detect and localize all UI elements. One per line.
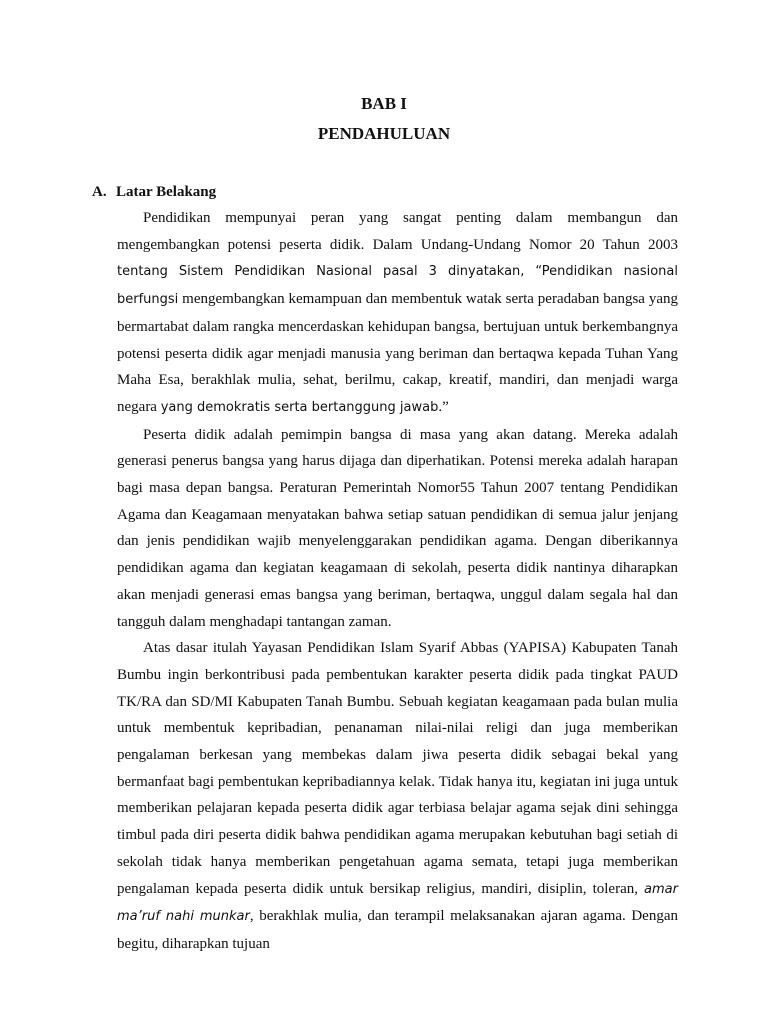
- paragraph-3-before: Atas dasar itulah Yayasan Pendidikan Islam Syarif Abbas (YAPISA) Kabupaten Tanah Bumbu ingin berkontribusi pada pembentukan karakter peserta didik pada tingkat PAUD TK/RA dan SD/MI Kabupaten Tanah Bumbu. Sebuah kegiatan keagamaan pada bulan mulia untuk membentuk kepribadian, penanaman nilai-nilai religi dan juga memberikan pengalaman berkesan yang membekas dalam jiwa peserta didik sebagai bekal yang bermanfaat bagi pembentukan kepribadiannya kelak. Tidak hanya itu, kegiatan ini juga untuk memberikan pelajaran kepada peserta didik agar terbiasa belajar agama sejak dini sehingga timbul pada diri peserta didik bahwa pendidikan agama merupakan kebutuhan bagi setiah di sekolah tidak hanya memberikan pengetahuan agama semata, tetapi juga memberikan pengalaman kepada peserta didik untuk bersikap religius, mandiri, disiplin, toleran,: [117, 640, 678, 897]
- paragraph-1-end: .”: [438, 398, 449, 415]
- paragraph-1-quote-tail: yang demokratis serta bertanggung jawab: [160, 399, 439, 415]
- body-text: [117, 205, 678, 958]
- paragraph-2: Peserta didik adalah pemimpin bangsa di masa yang akan datang. Mereka adalah generasi penerus bangsa yang harus dijaga dan diperhatikan. Potensi mereka adalah harapan bagi masa depan bangsa. Peraturan Pemerintah Nomor55 Tahun 2007 tentang Pendidikan Agama dan Keagamaan menyatakan bahwa setiap satuan pendidikan di semua jalur jenjang dan jenis pendidikan wajib menyelenggarakan pendidikan agama. Dengan diberikannya pendidikan agama dan kegiatan keagamaan di sekolah, peserta didik nantinya diharapkan akan menjadi generasi emas bangsa yang beriman, bertaqwa, unggul dalam segala hal dan tangguh dalam menghadapi tantangan zaman.: [117, 426, 678, 630]
- paragraph-1-middle: mengembangkan kemampuan dan membentuk watak serta peradaban bangsa yang bermartabat dalam rangka mencerdaskan kehidupan bangsa, bertujuan untuk berkembangnya potensi peserta didik agar menjadi manusia yang beriman dan bertaqwa kepada Tuhan Yang Maha Esa, berakhlak mulia, sehat, berilmu, cakap, kreatif, mandiri, dan menjadi warga negara: [117, 291, 678, 415]
- paragraph-1-quote-start: tentang Sistem Pendidikan Nasional pasal 3 dinyatakan, “Pendidikan nasional berfungsi: [117, 264, 678, 308]
- paragraph-1-lead: Pendidikan mempunyai peran yang sangat penting dalam membangun dan mengembangkan potensi peserta didik. Dalam Undang-Undang Nomor 20 Tahun 2003: [117, 210, 678, 253]
- chapter-title: PENDAHULUAN: [317, 124, 451, 143]
- paragraph-3-after: , berakhlak mulia, dan terampil melaksanakan ajaran agama. Dengan begitu, diharapkan tujuan: [117, 908, 678, 952]
- paragraph-3: [117, 635, 678, 957]
- section-heading: [92, 182, 216, 202]
- paragraph-1: [117, 205, 678, 422]
- section-letter: A.: [92, 184, 107, 200]
- section-title: Latar Belakang: [116, 184, 217, 200]
- paragraph-3-italic-phrase: amar ma’ruf nahi munkar: [117, 881, 678, 925]
- chapter-number: BAB I: [361, 94, 407, 113]
